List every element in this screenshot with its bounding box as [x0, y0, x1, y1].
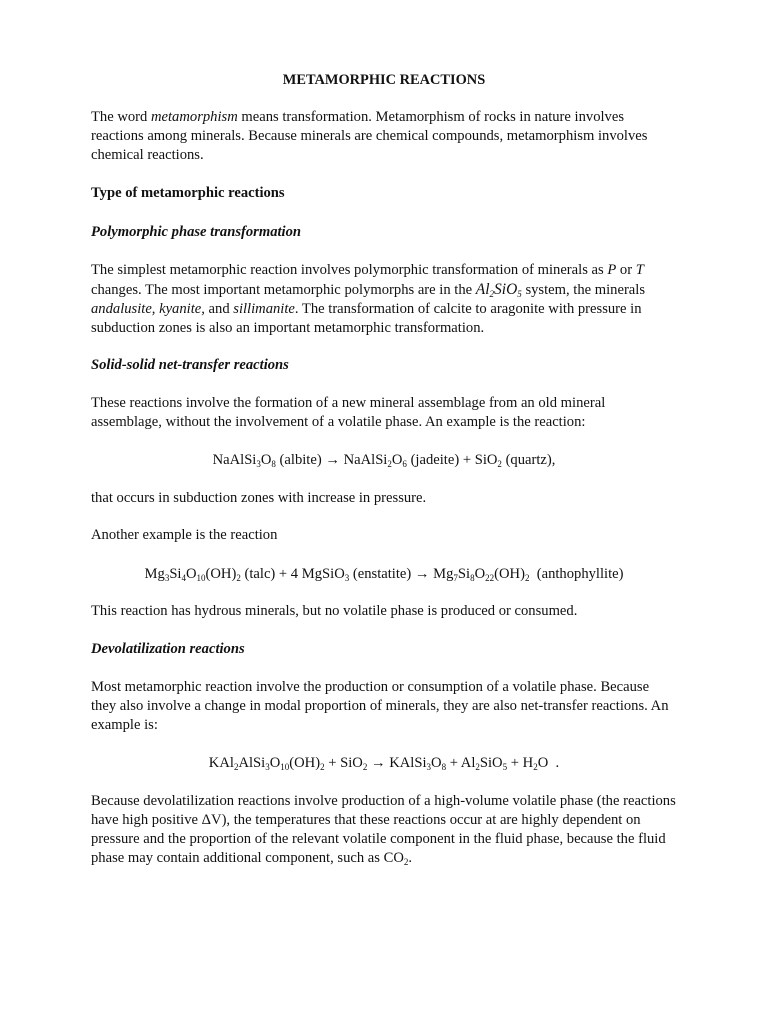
equation-albite-jadeite: $NaAlSi_3O_8$ (albite) → $NaAlSi_2O_6$ (jadeite) + SiO$_2$ (quartz), [212, 452, 556, 469]
equation-talc-anthophyllite: $Mg_3Si_4O_{10}(OH)_2$ (talc) + 4 MgSiO$_3$ (enstatite) → $Mg_7Si_8O_{22}(OH)_2$ (anthophyllite) [144, 566, 624, 583]
document-title: METAMORPHIC REACTIONS [282, 72, 486, 88]
subheading-polymorphic: Polymorphic phase transformation [91, 224, 302, 240]
subheading-solid-solid: Solid-solid net-transfer reactions [91, 357, 289, 373]
equation-muscovite: $KAl_2AlSi_3O_{10}(OH)_2 + SiO_2$ → $KAlSi_3O_8 + Al_2SiO_5 + H_2O$ . [208, 755, 560, 772]
solid-solid-paragraph: These reactions involve the formation of a new mineral assemblage from an old mineral assemblage, without the involvement of a volatile phase. An example is the reaction: [91, 395, 606, 430]
after-equation-text: that occurs in subduction zones with increase in pressure. [91, 490, 427, 506]
section-heading-types: Type of metamorphic reactions [91, 185, 285, 201]
polymorphic-paragraph: The simplest metamorphic reaction involves polymorphic transformation of minerals as P or T changes. The most important metamorphic polymorphs are in the $Al_2SiO_5$ system, the minerals andalusite, kyanite, and sillimanite. The transformation of calcite to aragonite with pressure in subduction zones is also an important metamorphic transformation. [91, 262, 646, 336]
another-example-text: Another example is the reaction [91, 527, 278, 543]
subheading-devolatilization: Devolatilization reactions [91, 641, 245, 657]
intro-paragraph: The word metamorphism means transformation. Metamorphism of rocks in nature involves reactions among minerals. Because minerals are chemical compounds, metamorphism involves chemical reactions. [91, 109, 648, 163]
devolatilization-paragraph: Most metamorphic reaction involve the production or consumption of a volatile phase. Because they also involve a change in modal proportion of minerals, they are also net-transfer reactions. An example is: [91, 679, 669, 733]
hydrous-text: This reaction has hydrous minerals, but no volatile phase is produced or consumed. [91, 603, 578, 619]
final-paragraph: Because devolatilization reactions involve production of a high-volume volatile phase (the reactions have high positive ΔV), the temperatures that these reactions occur at are highly dependent on pressure and the proportion of the relevant volatile component in the fluid phase, because the fluid phase may contain additional component, such as $CO_2$. [91, 793, 676, 867]
